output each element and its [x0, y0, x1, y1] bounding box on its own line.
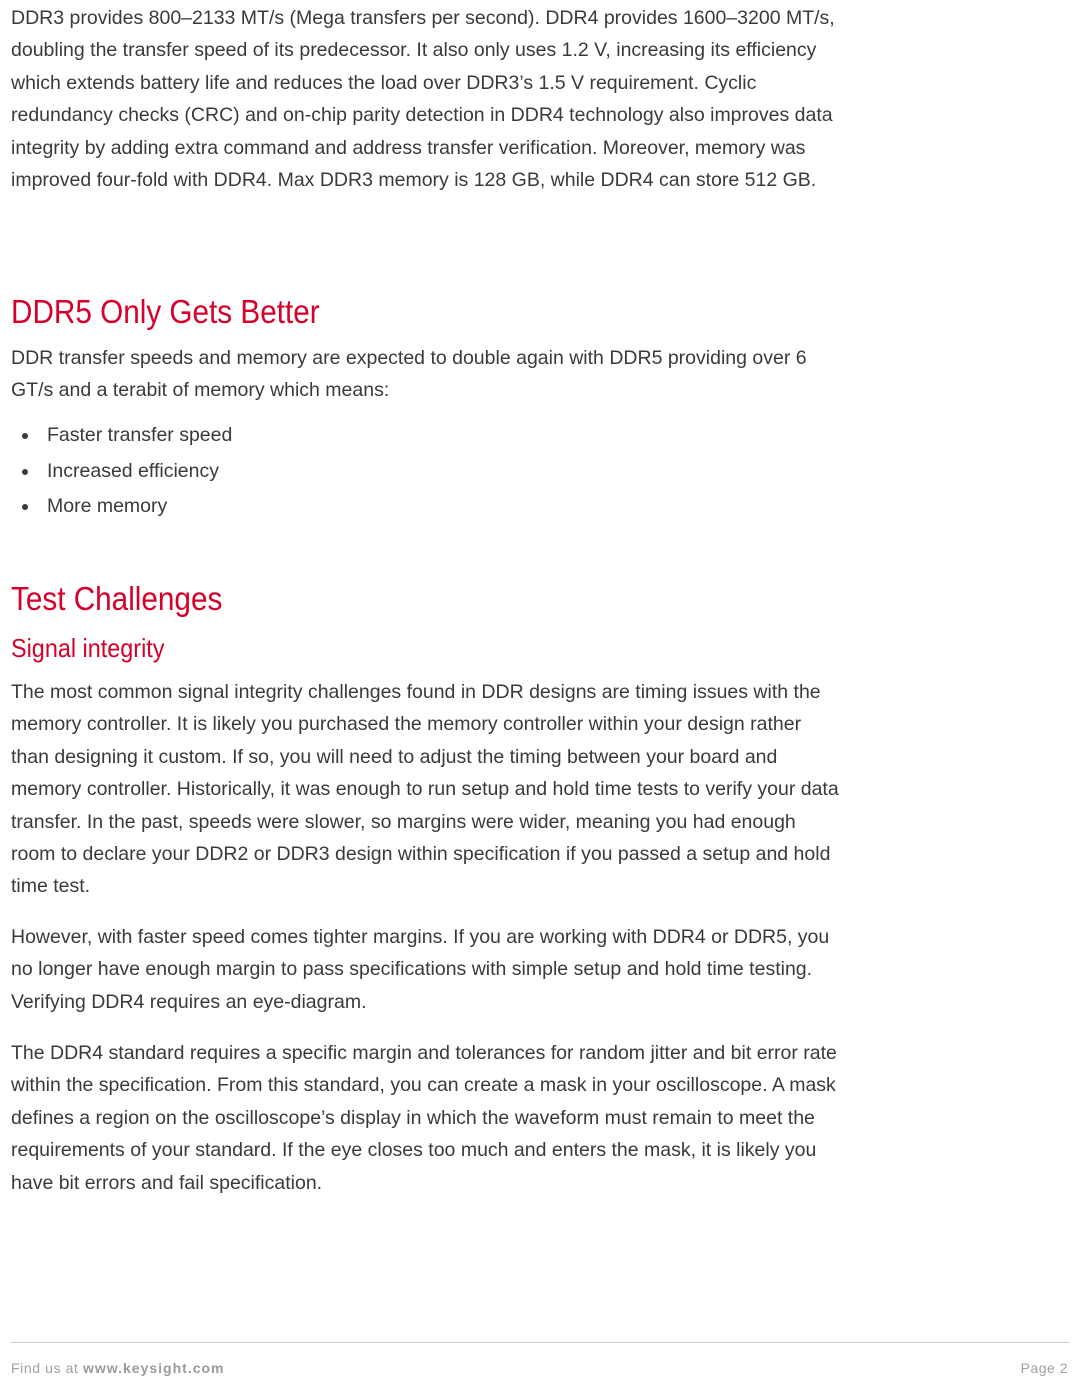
- bullet-text: Increased efficiency: [47, 459, 219, 482]
- body-paragraph: The DDR4 standard requires a specific margin and tolerances for random jitter and bit error rate within the specification. From this standard, you can create a mask in your oscilloscope. A mask defines a region on the oscilloscope’s display in which the waveform must remain to meet the requirements of your standard. If the eye closes too much and enters the mask, it is likely you have bit errors and fail specification.: [11, 1042, 837, 1194]
- bullet-text: Faster transfer speed: [47, 424, 233, 446]
- footer-divider: [11, 1342, 1069, 1343]
- intro-section: [11, 2, 841, 196]
- test-challenges-paragraph-2: [11, 921, 841, 1018]
- bullet-text: More memory: [47, 495, 168, 517]
- test-challenges-paragraph-1: [11, 676, 841, 903]
- footer-find-us-label: Find us at: [11, 1360, 79, 1376]
- body-paragraph: However, with faster speed comes tighter margins. If you are working with DDR4 or DDR5, you no longer have enough margin to pass specifications with simple setup and hold time testing. Verifying DDR4 requires an eye-diagram.: [11, 926, 830, 1013]
- ddr5-section: [11, 292, 841, 332]
- ddr5-bullet-list: [11, 418, 841, 525]
- body-paragraph: The most common signal integrity challenges found in DDR designs are timing issues with the memory controller. It is likely you purchased the memory controller within your design rather than designing it custom. If so, you will need to adjust the timing between your board and memory controller. Historically, it was enough to run setup and hold time tests to verify your data transfer. In the past, speeds were slower, so margins were wider, meaning you had enough room to declare your DDR2 or DDR3 design within specification if you passed a setup and hold time test.: [11, 681, 839, 898]
- footer-find-us: [11, 1359, 225, 1377]
- ddr5-paragraph: DDR transfer speeds and memory are expected to double again with DDR5 providing over 6 GT/s and a terabit of memory which means:: [11, 347, 807, 402]
- ddr5-body: [11, 342, 841, 407]
- signal-integrity-subheading: Signal integrity: [11, 633, 165, 663]
- signal-integrity-subsection: [11, 632, 841, 664]
- bullet-item: [11, 454, 841, 490]
- bullet-dot-icon: [22, 504, 28, 510]
- test-challenges-section: [11, 579, 841, 619]
- intro-paragraph: DDR3 provides 800–2133 MT/s (Mega transfers per second). DDR4 provides 1600–3200 MT/s, doubling the transfer speed of its predecessor. It also only uses 1.2 V, increasing its efficiency which extends battery life and reduces the load over DDR3’s 1.5 V requirement. Cyclic redundancy checks (CRC) and on-chip parity detection in DDR4 technology also improves data integrity by adding extra command and address transfer verification. Moreover, memory was improved four-fold with DDR4. Max DDR3 memory is 128 GB, while DDR4 can store 512 GB.: [11, 7, 835, 192]
- bullet-dot-icon: [22, 469, 28, 475]
- bullet-item: [11, 489, 841, 525]
- footer-page-number: Page 2: [1020, 1360, 1068, 1376]
- bullet-dot-icon: [22, 433, 28, 439]
- bullet-item: [11, 418, 841, 454]
- test-challenges-paragraph-3: [11, 1037, 841, 1199]
- footer-url-link[interactable]: www.keysight.com: [82, 1360, 225, 1376]
- ddr5-heading: DDR5 Only Gets Better: [11, 293, 320, 330]
- test-challenges-heading: Test Challenges: [11, 580, 223, 617]
